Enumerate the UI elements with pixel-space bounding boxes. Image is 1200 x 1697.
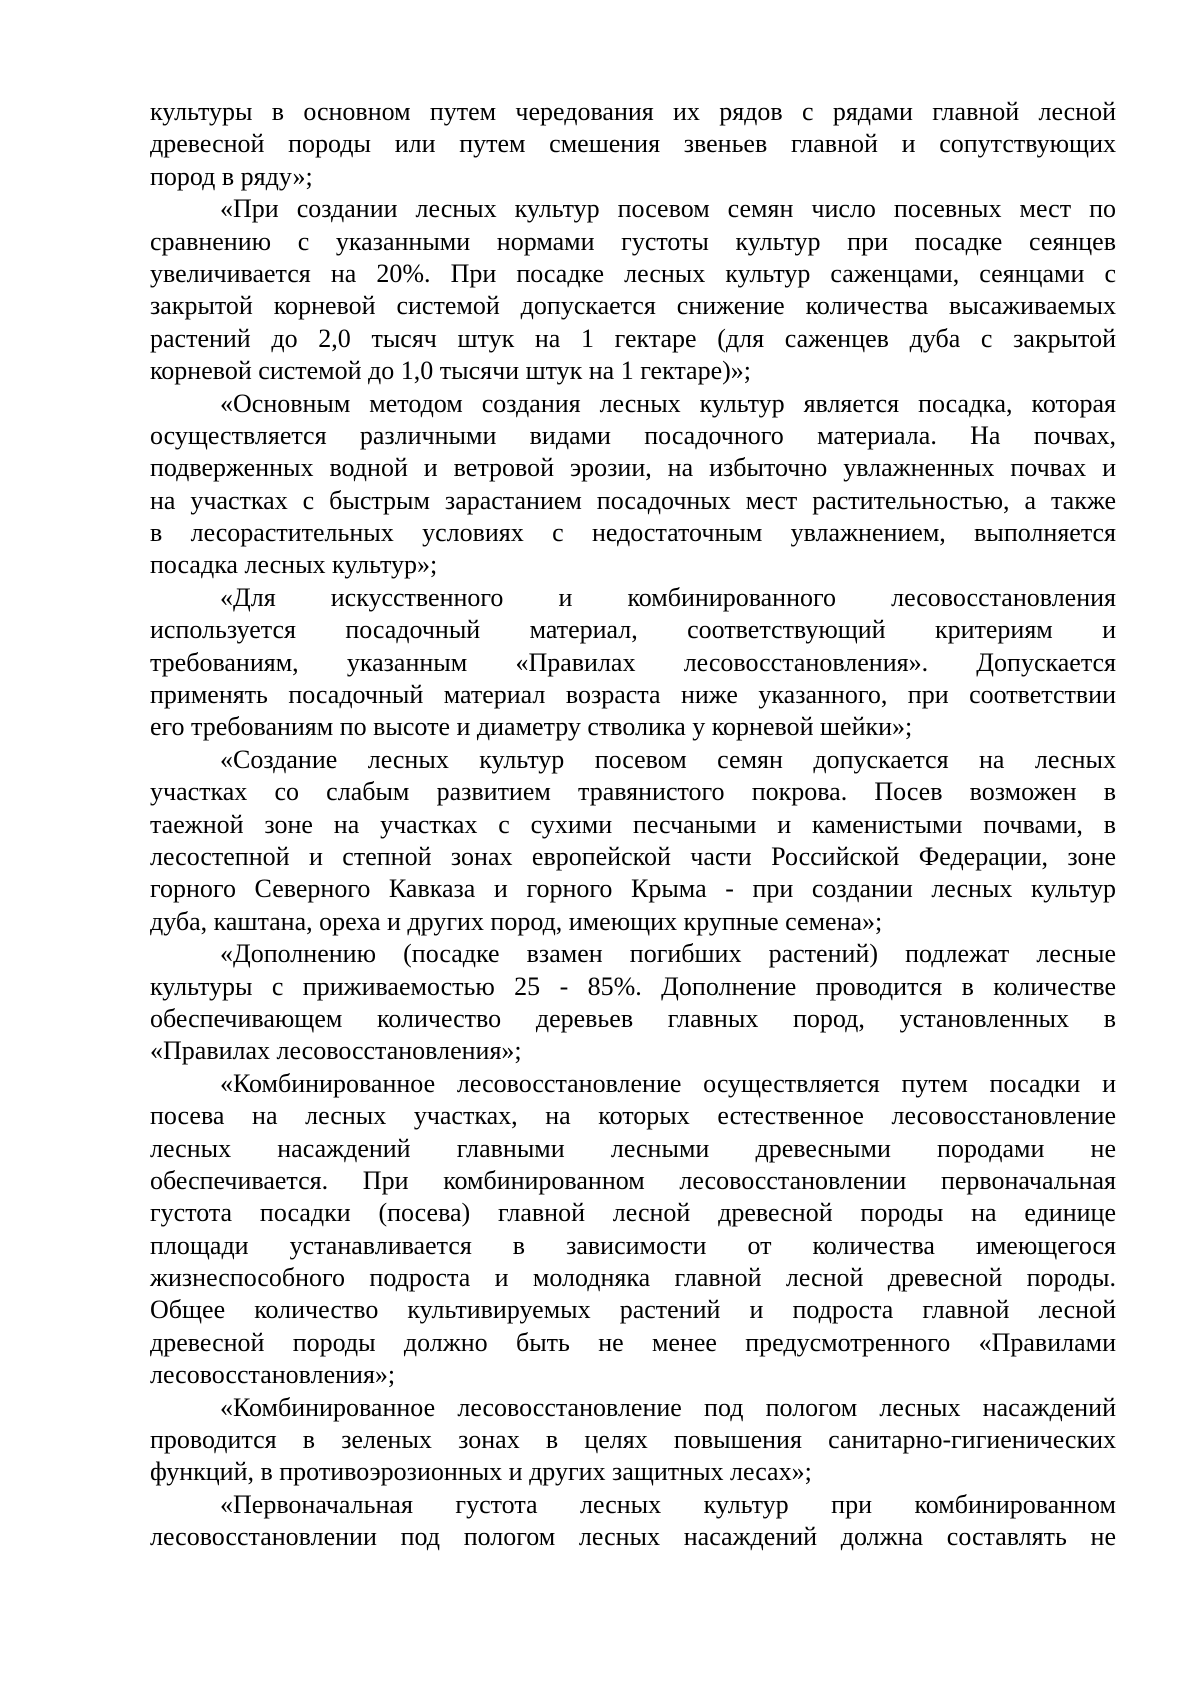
paragraph [150, 1068, 1116, 1392]
text-line: закрытой корневой системой допускается снижение количества высаживаемых [150, 291, 1116, 321]
text-line: площади устанавливается в зависимости от количества имеющегося [150, 1230, 1116, 1260]
text-line: посадка лесных культур»; [150, 550, 438, 580]
document-page [150, 96, 1116, 1554]
paragraph [150, 388, 1116, 582]
text-line: густота посадки (посева) главной лесной древесной породы на единице [150, 1198, 1116, 1228]
text-line: на участках с быстрым зарастанием посадочных мест растительностью, а также [150, 485, 1116, 515]
paragraph [150, 96, 1116, 193]
text-line: таежной зоне на участках с сухими песчаными и каменистыми почвами, в [150, 809, 1116, 839]
text-line: обеспечивающем количество деревьев главных пород, установленных в [150, 1003, 1116, 1033]
text-line: участках со слабым развитием травянистого покрова. Посев возможен в [150, 777, 1116, 807]
text-line: «Для искусственного и комбинированного лесовосстановления [220, 582, 1116, 612]
text-line: увеличивается на 20%. При посадке лесных культур саженцами, сеянцами с [150, 258, 1116, 288]
text-line: проводится в зеленых зонах в целях повышения санитарно-гигиенических [150, 1425, 1116, 1455]
text-line: в лесорастительных условиях с недостаточным увлажнением, выполняется [150, 518, 1116, 548]
text-line: горного Северного Кавказа и горного Крыма - при создании лесных культур [150, 874, 1116, 904]
paragraph [150, 938, 1116, 1068]
text-line: «Комбинированное лесовосстановление осуществляется путем посадки и [220, 1068, 1116, 1098]
text-line: лесовосстановления»; [150, 1360, 396, 1390]
text-line: функций, в противоэрозионных и других защитных лесах»; [150, 1457, 812, 1487]
text-line: древесной породы должно быть не менее предусмотренного «Правилами [150, 1327, 1116, 1357]
text-line: лесостепной и степной зонах европейской части Российской Федерации, зоне [150, 841, 1116, 871]
text-line: дуба, каштана, ореха и других пород, имеющих крупные семена»; [150, 906, 883, 936]
text-line: растений до 2,0 тысяч штук на 1 гектаре (для саженцев дуба с закрытой [150, 323, 1116, 353]
text-line: обеспечивается. При комбинированном лесовосстановлении первоначальная [150, 1165, 1116, 1195]
text-line: применять посадочный материал возраста ниже указанного, при соответствии [150, 680, 1116, 710]
text-line: древесной породы или путем смешения звеньев главной и сопутствующих [150, 129, 1116, 159]
text-line: «Создание лесных культур посевом семян допускается на лесных [220, 744, 1116, 774]
text-line: культуры в основном путем чередования их рядов с рядами главной лесной [150, 97, 1116, 126]
text-line: пород в ряду»; [150, 161, 313, 191]
text-line: подверженных водной и ветровой эрозии, на избыточно увлажненных почвах и [150, 453, 1116, 483]
text-line: лесовосстановлении под пологом лесных насаждений должна составлять не [150, 1522, 1116, 1552]
text-line: жизнеспособного подроста и молодняка главной лесной древесной породы. [150, 1263, 1116, 1293]
text-line: посева на лесных участках, на которых естественное лесовосстановление [150, 1101, 1116, 1131]
text-line: «Комбинированное лесовосстановление под пологом лесных насаждений [220, 1392, 1116, 1422]
text-line: культуры с приживаемостью 25 - 85%. Дополнение проводится в количестве [150, 971, 1116, 1001]
text-line: сравнению с указанными нормами густоты культур при посадке сеянцев [150, 226, 1116, 256]
text-line: Общее количество культивируемых растений и подроста главной лесной [150, 1295, 1116, 1325]
text-line: «Дополнению (посадке взамен погибших растений) подлежат лесные [220, 939, 1116, 969]
text-line: его требованиям по высоте и диаметру стволика у корневой шейки»; [150, 712, 913, 742]
text-line: требованиям, указанным «Правилах лесовосстановления». Допускается [150, 647, 1116, 677]
paragraph [150, 744, 1116, 938]
paragraph [150, 193, 1116, 387]
text-line: «При создании лесных культур посевом семян число посевных мест по [220, 194, 1116, 224]
text-line: используется посадочный материал, соответствующий критериям и [150, 615, 1116, 645]
text-line: «Первоначальная густота лесных культур при комбинированном [220, 1489, 1116, 1519]
text-line: корневой системой до 1,0 тысячи штук на 1 гектаре)»; [150, 356, 752, 386]
paragraph [150, 582, 1116, 744]
text-line: осуществляется различными видами посадочного материала. На почвах, [150, 420, 1116, 450]
text-line: «Правилах лесовосстановления»; [150, 1036, 522, 1066]
text-line: лесных насаждений главными лесными древесными породами не [150, 1133, 1116, 1163]
paragraph [150, 1489, 1116, 1554]
paragraph [150, 1392, 1116, 1489]
text-line: «Основным методом создания лесных культур является посадка, которая [220, 388, 1116, 418]
